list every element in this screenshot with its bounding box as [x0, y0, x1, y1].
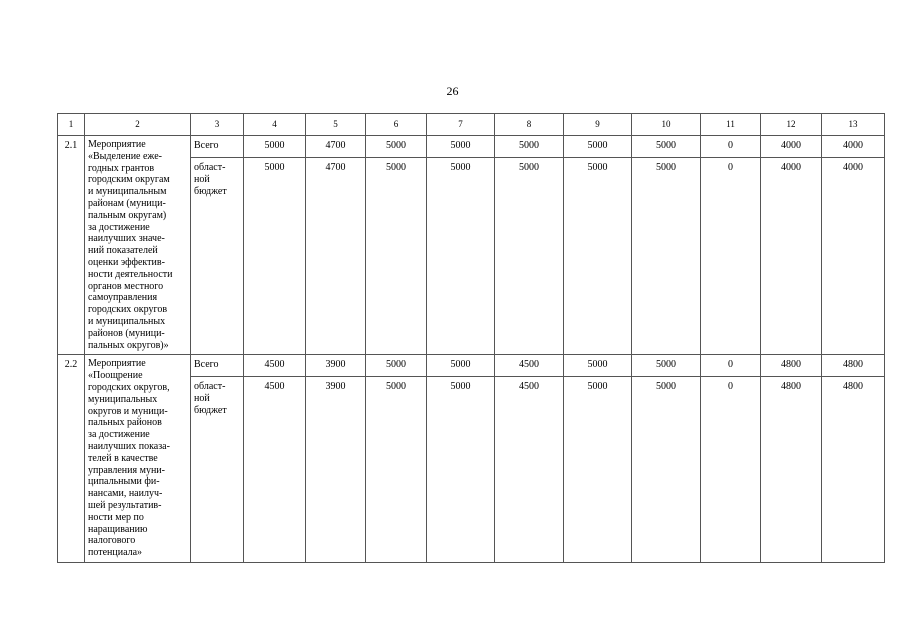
value-cell: 4800: [761, 355, 822, 377]
value-cell: 4000: [822, 136, 885, 158]
value-cell: 5000: [427, 355, 495, 377]
funding-source: Всего: [191, 136, 244, 158]
funding-source: Всего: [191, 355, 244, 377]
value-cell: 5000: [564, 377, 632, 563]
row-index: 2.1: [58, 136, 85, 355]
value-cell: 5000: [632, 355, 701, 377]
column-header: 6: [366, 114, 427, 136]
value-cell: 5000: [427, 158, 495, 355]
column-header: 11: [701, 114, 761, 136]
value-cell: 5000: [495, 158, 564, 355]
value-cell: 5000: [632, 158, 701, 355]
value-cell: 4000: [822, 158, 885, 355]
value-cell: 0: [701, 136, 761, 158]
value-cell: 4500: [244, 377, 306, 563]
value-cell: 0: [701, 158, 761, 355]
value-cell: 4500: [495, 377, 564, 563]
value-cell: 5000: [366, 158, 427, 355]
value-cell: 5000: [564, 355, 632, 377]
column-header: 4: [244, 114, 306, 136]
value-cell: 5000: [427, 377, 495, 563]
value-cell: 4500: [244, 355, 306, 377]
value-cell: 4000: [761, 136, 822, 158]
value-cell: 5000: [564, 136, 632, 158]
value-cell: 5000: [366, 355, 427, 377]
column-header: 13: [822, 114, 885, 136]
value-cell: 4700: [306, 136, 366, 158]
row-index: 2.2: [58, 355, 85, 563]
value-cell: 5000: [632, 377, 701, 563]
value-cell: 3900: [306, 377, 366, 563]
header-row: [58, 114, 885, 136]
value-cell: 5000: [366, 136, 427, 158]
value-cell: 0: [701, 355, 761, 377]
column-header: 10: [632, 114, 701, 136]
value-cell: 5000: [495, 136, 564, 158]
value-cell: 5000: [244, 136, 306, 158]
value-cell: 5000: [564, 158, 632, 355]
value-cell: 4800: [761, 377, 822, 563]
column-header: 9: [564, 114, 632, 136]
value-cell: 5000: [366, 377, 427, 563]
value-cell: 3900: [306, 355, 366, 377]
column-header: 8: [495, 114, 564, 136]
value-cell: 4800: [822, 355, 885, 377]
table-row: [58, 136, 885, 158]
column-header: 2: [85, 114, 191, 136]
value-cell: 5000: [632, 136, 701, 158]
value-cell: 0: [701, 377, 761, 563]
value-cell: 4700: [306, 158, 366, 355]
value-cell: 5000: [244, 158, 306, 355]
funding-source: област- ной бюджет: [191, 158, 244, 355]
budget-table: [57, 113, 885, 563]
value-cell: 5000: [427, 136, 495, 158]
column-header: 5: [306, 114, 366, 136]
value-cell: 4000: [761, 158, 822, 355]
value-cell: 4500: [495, 355, 564, 377]
column-header: 7: [427, 114, 495, 136]
column-header: 1: [58, 114, 85, 136]
column-header: 3: [191, 114, 244, 136]
measure-description: Мероприятие «Выделение еже- годных грантов городским округам и муниципальным районам (муници- пальным округам) за достижение наилучших значе- ний показателей оценки эффектив- ности деятельности органов местного самоуправления городских округов и муниципальных районов (муници- пальных округов)»: [85, 136, 191, 355]
funding-source: област- ной бюджет: [191, 377, 244, 563]
value-cell: 4800: [822, 377, 885, 563]
table-row: [58, 355, 885, 377]
page-number: 26: [446, 84, 459, 98]
measure-description: Мероприятие «Поощрение городских округов, муниципальных округов и муници- пальных районов за достижение наилучших показа- телей в качестве управления муни- ципальными фи- нансами, наилуч- шей результатив- ности мер по наращиванию налогового потенциала»: [85, 355, 191, 563]
column-header: 12: [761, 114, 822, 136]
